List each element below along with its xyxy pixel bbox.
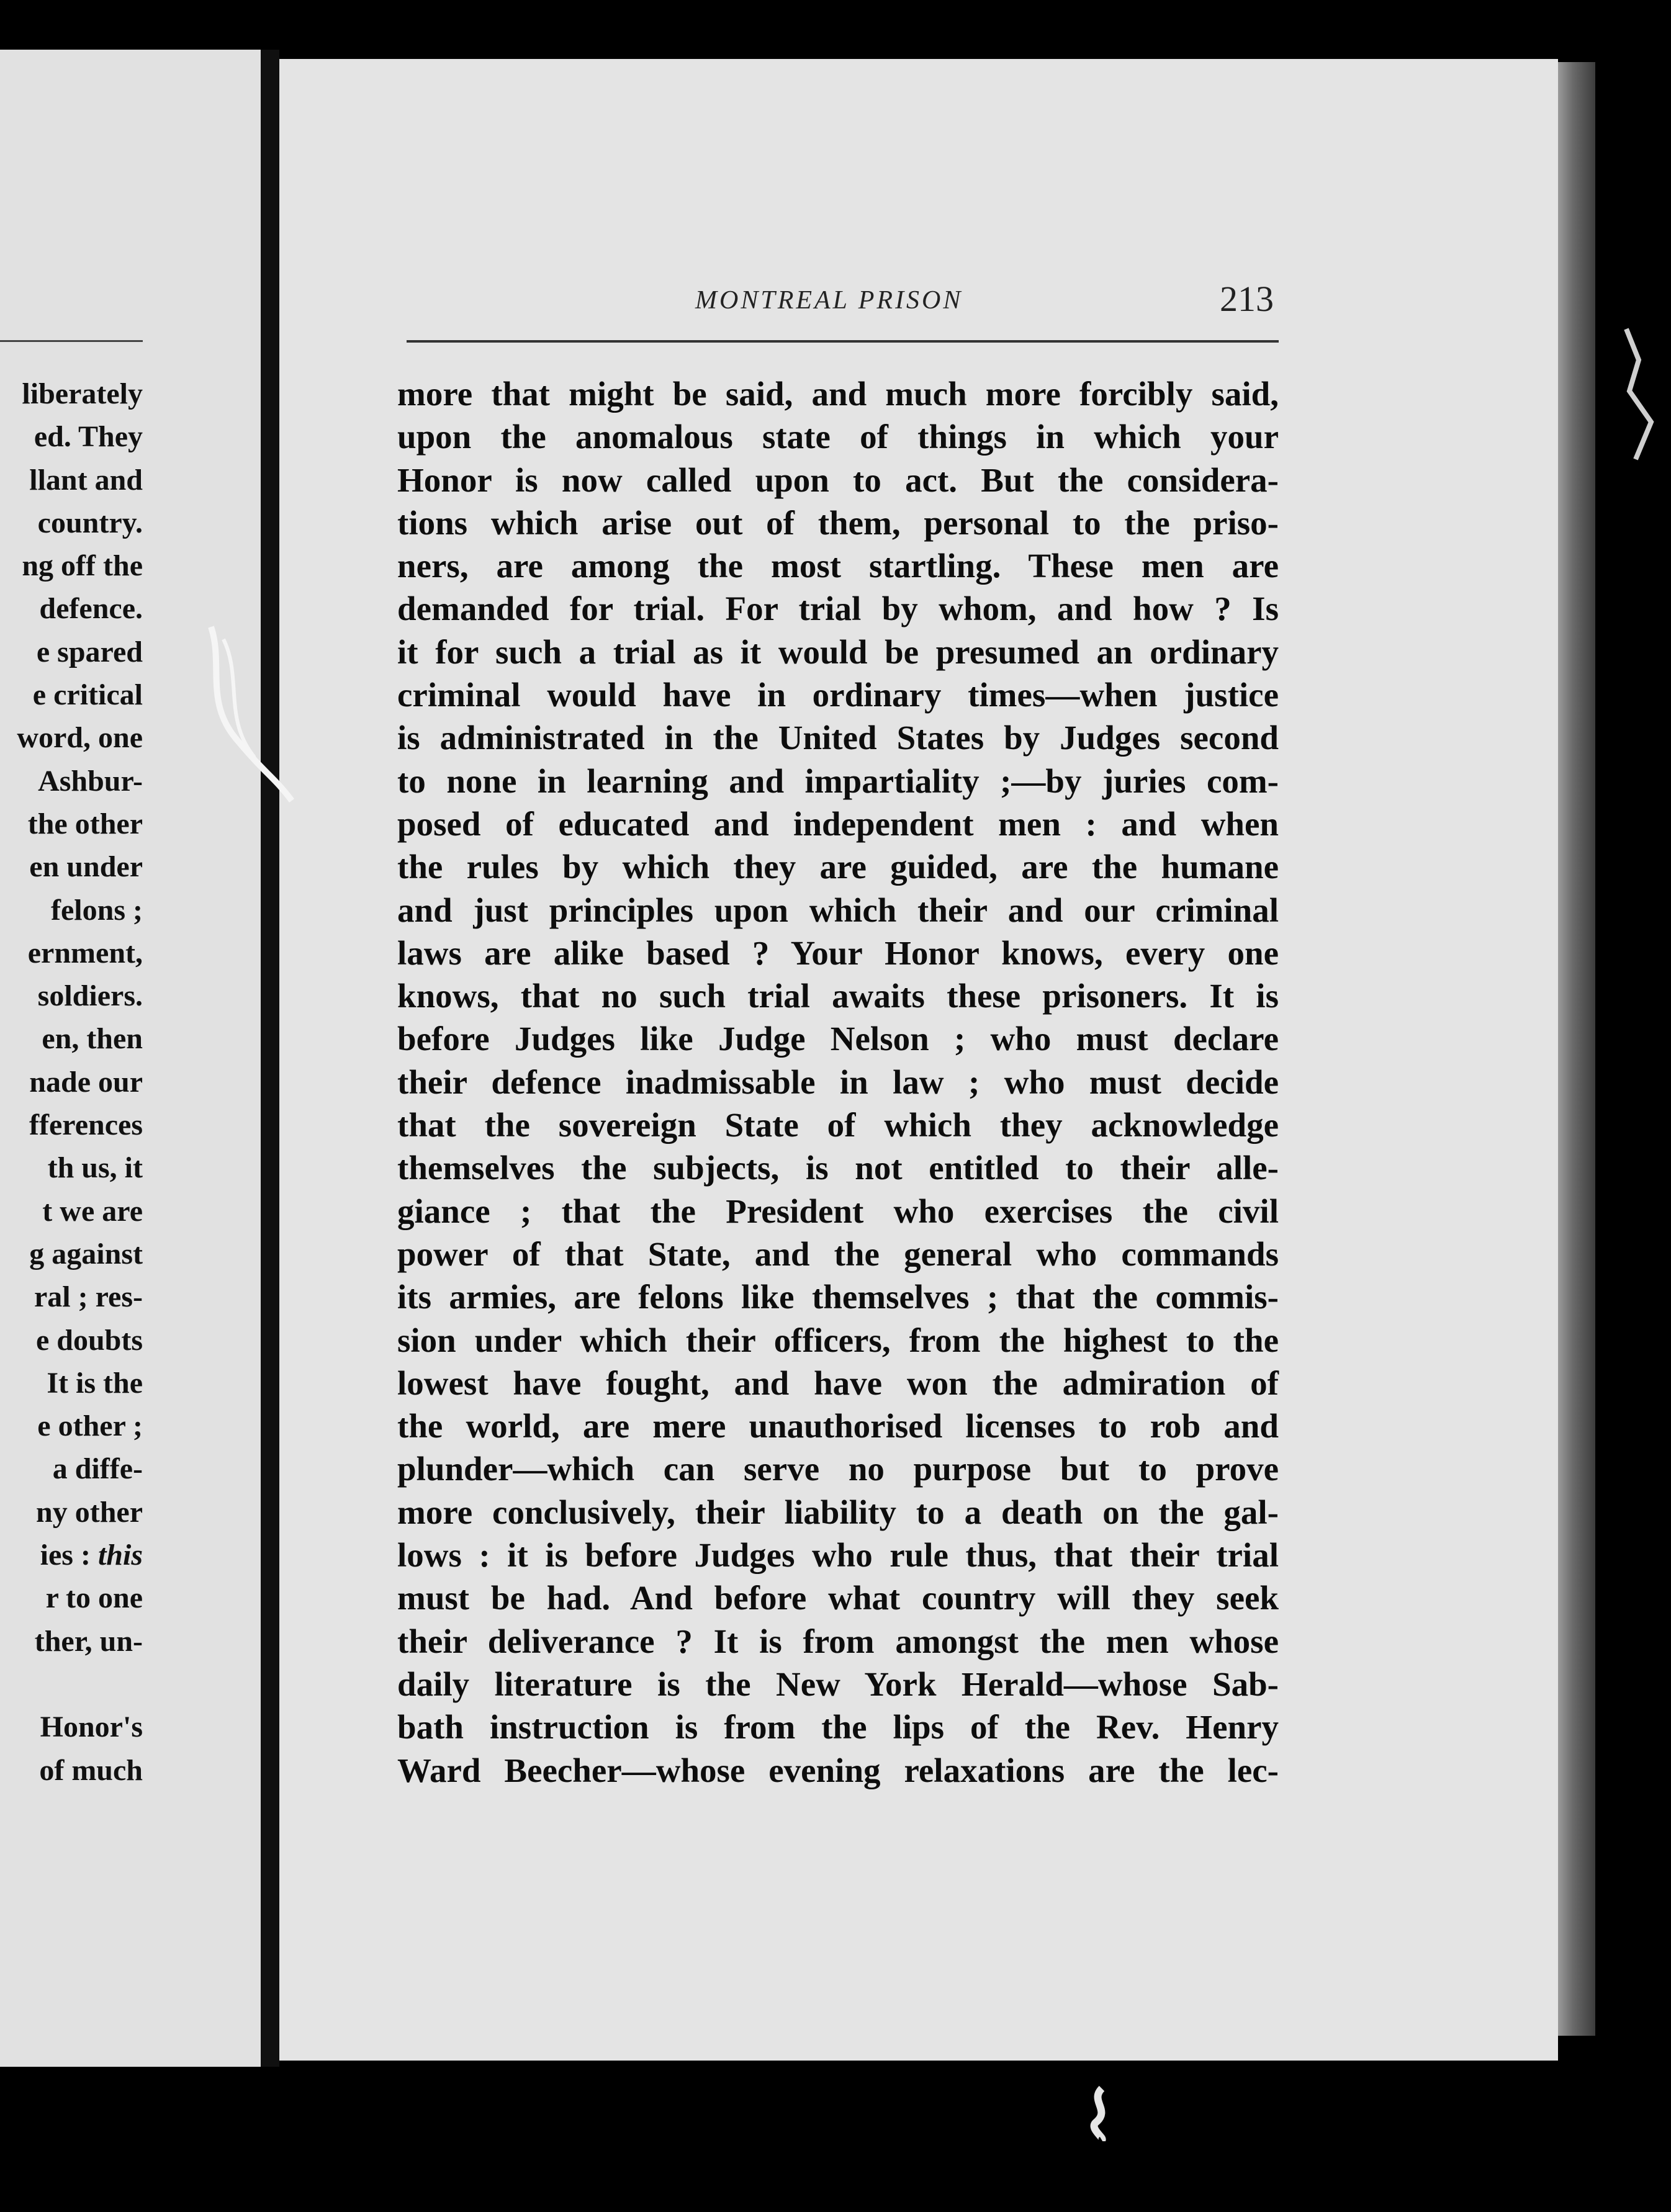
body-line: the rules by which they are guided, are the humane (397, 848, 1279, 886)
body-line: their deliverance ? It is from amongst the men whose (397, 1622, 1279, 1660)
body-line: daily literature is the New York Herald—whose Sab- (397, 1665, 1279, 1703)
body-line: upon the anomalous state of things in which your (397, 418, 1279, 456)
body-line: knows, that no such trial awaits these prisoners. It is (397, 977, 1279, 1015)
left-page-rule (0, 340, 143, 342)
body-line: demanded for trial. For trial by whom, and how ? Is (397, 590, 1279, 628)
body-line: and just principles upon which their and our criminal (397, 891, 1279, 929)
body-line: their defence inadmissable in law ; who must decide (397, 1063, 1279, 1101)
left-line: Ashbur- (38, 764, 143, 798)
left-line: e spared (36, 635, 143, 668)
body-line: Honor is now called upon to act. But the considera- (397, 461, 1279, 499)
body-line: more that might be said, and much more forcibly said, (397, 375, 1279, 413)
body-line: power of that State, and the general who commands (397, 1234, 1279, 1273)
left-line: defence. (39, 592, 143, 626)
body-line: the world, are mere unauthorised licenses to rob and (397, 1407, 1279, 1445)
left-line: g against (29, 1237, 143, 1270)
body-line: it for such a trial as it would be presumed an ordinary (397, 632, 1279, 671)
left-line: Honor's (40, 1711, 143, 1744)
left-line: ny other (36, 1495, 143, 1529)
body-line: sion under which their officers, from the highest to the (397, 1321, 1279, 1359)
left-line-text: ies : (40, 1539, 91, 1572)
book-gutter (261, 50, 279, 2067)
body-line: must be had. And before what country will they seek (397, 1579, 1279, 1617)
left-line-with-italic (0, 1534, 143, 1576)
left-line: t we are (42, 1194, 143, 1228)
scan-speck-mark (1083, 2085, 1120, 2141)
body-line: lowest have fought, and have won the admiration of (397, 1364, 1279, 1402)
body-line: that the sovereign State of which they acknowledge (397, 1106, 1279, 1144)
left-line: fferences (29, 1108, 143, 1142)
left-line: e critical (32, 678, 143, 712)
left-line: e other ; (37, 1409, 143, 1443)
body-line: tions which arise out of them, personal to the priso- (397, 503, 1279, 542)
left-line: country. (37, 506, 143, 539)
left-line: en under (29, 850, 143, 884)
body-line: lows : it is before Judges who rule thus, that their trial (397, 1536, 1279, 1575)
left-line: felons ; (51, 893, 143, 927)
left-line: a diffe- (52, 1452, 143, 1486)
body-line: posed of educated and independent men : and when (397, 804, 1279, 843)
body-line: to none in learning and impartiality ;—by juries com- (397, 762, 1279, 800)
body-line: before Judges like Judge Nelson ; who must declare (397, 1020, 1279, 1058)
page-number: 213 (1220, 279, 1274, 319)
left-line: en, then (42, 1022, 143, 1056)
left-page-text (0, 372, 143, 1792)
left-line: It is the (47, 1366, 143, 1400)
left-line: soldiers. (37, 979, 143, 1013)
scan-scratch-mark (199, 614, 310, 813)
body-line: ners, are among the most startling. These men are (397, 547, 1279, 585)
body-line: giance ; that the President who exercises the civil (397, 1192, 1279, 1230)
left-line: th us, it (47, 1151, 143, 1185)
left-page-fragment (0, 50, 261, 2067)
body-line: themselves the subjects, is not entitled to their alle- (397, 1149, 1279, 1187)
body-line: Ward Beecher—whose evening relaxations are the lec- (397, 1751, 1279, 1789)
running-head: MONTREAL PRISON (695, 286, 963, 315)
left-line: ral ; res- (34, 1280, 143, 1314)
body-line: more conclusively, their liability to a death on the gal- (397, 1493, 1279, 1531)
body-line: criminal would have in ordinary times—when justice (397, 676, 1279, 714)
body-line: is administrated in the United States by Judges second (397, 719, 1279, 757)
left-paragraph-gap (0, 1663, 143, 1706)
left-line: ed. They (34, 420, 143, 454)
left-line: ther, un- (34, 1624, 143, 1658)
left-line-italic-word: this (97, 1539, 143, 1572)
left-line: liberately (22, 377, 143, 410)
body-line: its armies, are felons like themselves ; that the commis- (397, 1278, 1279, 1316)
body-line: laws are alike based ? Your Honor knows, every one (397, 933, 1279, 972)
body-line: plunder—which can serve no purpose but to prove (397, 1450, 1279, 1488)
body-line: bath instruction is from the lips of the Rev. Henry (397, 1708, 1279, 1747)
left-line: word, one (17, 721, 143, 755)
left-line: of much (39, 1753, 143, 1787)
left-line: ng off the (22, 549, 143, 583)
left-line: nade our (29, 1065, 143, 1099)
left-line: ernment, (27, 936, 143, 969)
left-line: the other (27, 807, 143, 840)
header-rule (407, 340, 1279, 343)
page-edge (1558, 62, 1595, 2036)
left-line: llant and (29, 463, 143, 497)
left-line: e doubts (35, 1323, 143, 1357)
scan-edge-noise (1614, 323, 1671, 472)
body-text (397, 372, 1279, 1792)
left-line: r to one (45, 1581, 143, 1615)
